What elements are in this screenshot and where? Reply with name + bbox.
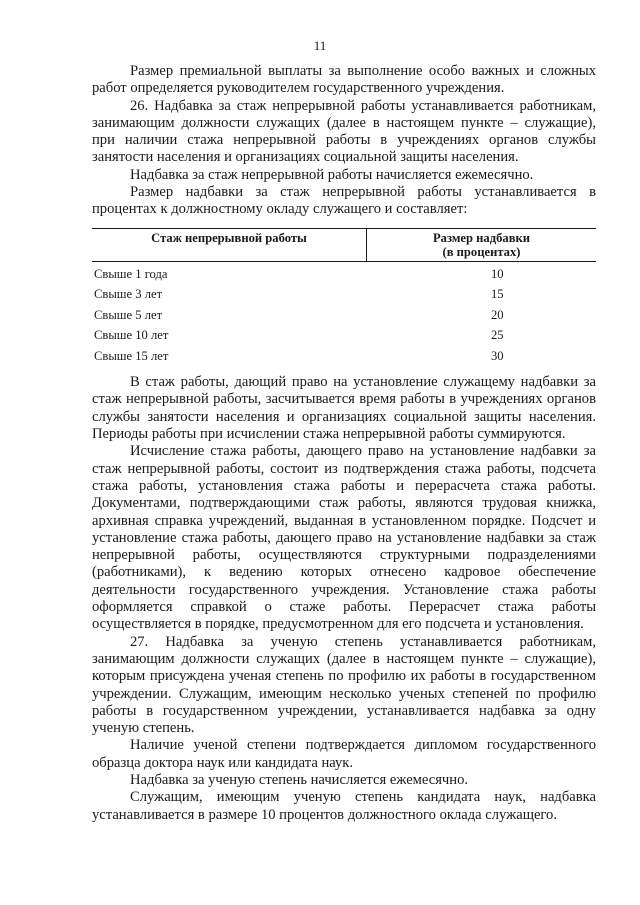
page-number: 11 <box>313 38 327 53</box>
table-cell-period: Свыше 1 года <box>94 266 168 281</box>
table-row <box>92 305 596 326</box>
paragraph-premium-payment: Размер премиальной выплаты за выполнение особо важных и сложных работ определяется руководителем государственного учреждения. <box>92 63 596 97</box>
table-header-row <box>92 228 596 261</box>
paragraph-candidate-allowance: Служащим, имеющим ученую степень кандидата наук, надбавка устанавливается в размере 10 процентов должностного оклада служащего. <box>92 789 596 823</box>
table-cell-percent: 15 <box>490 287 504 302</box>
table-row <box>92 346 596 367</box>
table-header-allowance-line2: (в процентах) <box>442 244 521 259</box>
table-cell-percent: 30 <box>490 348 504 363</box>
document-body <box>92 63 596 824</box>
table-cell-period: Свыше 10 лет <box>94 328 169 343</box>
table-row <box>92 284 596 305</box>
paragraph-monthly-accrual: Надбавка за стаж непрерывной работы начисляется ежемесячно. <box>130 166 534 183</box>
table-cell-percent: 10 <box>490 266 504 281</box>
table-row <box>92 261 596 284</box>
paragraph-clause-26: 26. Надбавка за стаж непрерывной работы устанавливается работникам, занимающим должности служащих (далее в настоящем пункте – служащие), при наличии стажа непрерывной работы в учреждениях органов службы занятости населения и организациях социальной защиты населения. <box>92 97 596 166</box>
paragraph-degree-confirmation: Наличие ученой степени подтверждается дипломом государственного образца доктора наук или кандидата наук. <box>92 737 596 771</box>
paragraph-degree-monthly: Надбавка за ученую степень начисляется ежемесячно. <box>130 772 469 788</box>
table-cell-period: Свыше 15 лет <box>94 348 169 363</box>
paragraph-experience-includes: В стаж работы, дающий право на установление служащему надбавки за стаж непрерывной работы, засчитывается время работы в учреждениях органов службы занятости населения и организациях социальной защиты населения. Периоды работы при исчислении стажа непрерывной работы суммируются. <box>92 374 596 443</box>
paragraph-allowance-size: Размер надбавки за стаж непрерывной работы устанавливается в процентах к должностному окладу служащего и составляет: <box>92 184 596 218</box>
paragraph-clause-27: 27. Надбавка за ученую степень устанавливается работникам, занимающим должности служащих (далее в настоящем пункте – служащие), которым присуждена ученая степень по профилю их работы в государственном учреждении. Служащим, имеющим несколько ученых степеней по профилю работы в государственном учреждении, устанавливается надбавка за одну ученую степень. <box>92 633 596 737</box>
table-header-allowance <box>367 228 597 261</box>
table-row <box>92 325 596 346</box>
allowance-table <box>92 228 596 367</box>
table-cell-period: Свыше 5 лет <box>94 307 163 322</box>
table-cell-percent: 20 <box>490 307 504 322</box>
table-cell-period: Свыше 3 лет <box>94 287 163 302</box>
paragraph-experience-calculation: Исчисление стажа работы, дающего право на установление надбавки за стаж непрерывной работы, состоит из подтверждения стажа работы, подсчета стажа работы, установления стажа работы и перерасчета стажа работы. Документами, подтверждающими стаж работы, являются трудовая книжка, архивная справка учреждений, выданная в установленном порядке. Подсчет и установление стажа работы, дающего право на установление надбавки за стаж непрерывной работы, осуществляются структурными подразделениями (работниками), к ведению которых отнесено кадровое обеспечение деятельности государственного учреждения. Установление стажа работы оформляется справкой о стаже работы. Перерасчет стажа работы осуществляется в порядке, предусмотренном для его подсчета и установления. <box>92 443 596 633</box>
table-header-experience: Стаж непрерывной работы <box>92 228 367 261</box>
table-cell-percent: 25 <box>490 328 504 343</box>
table-header-allowance-line1: Размер надбавки <box>432 230 531 245</box>
